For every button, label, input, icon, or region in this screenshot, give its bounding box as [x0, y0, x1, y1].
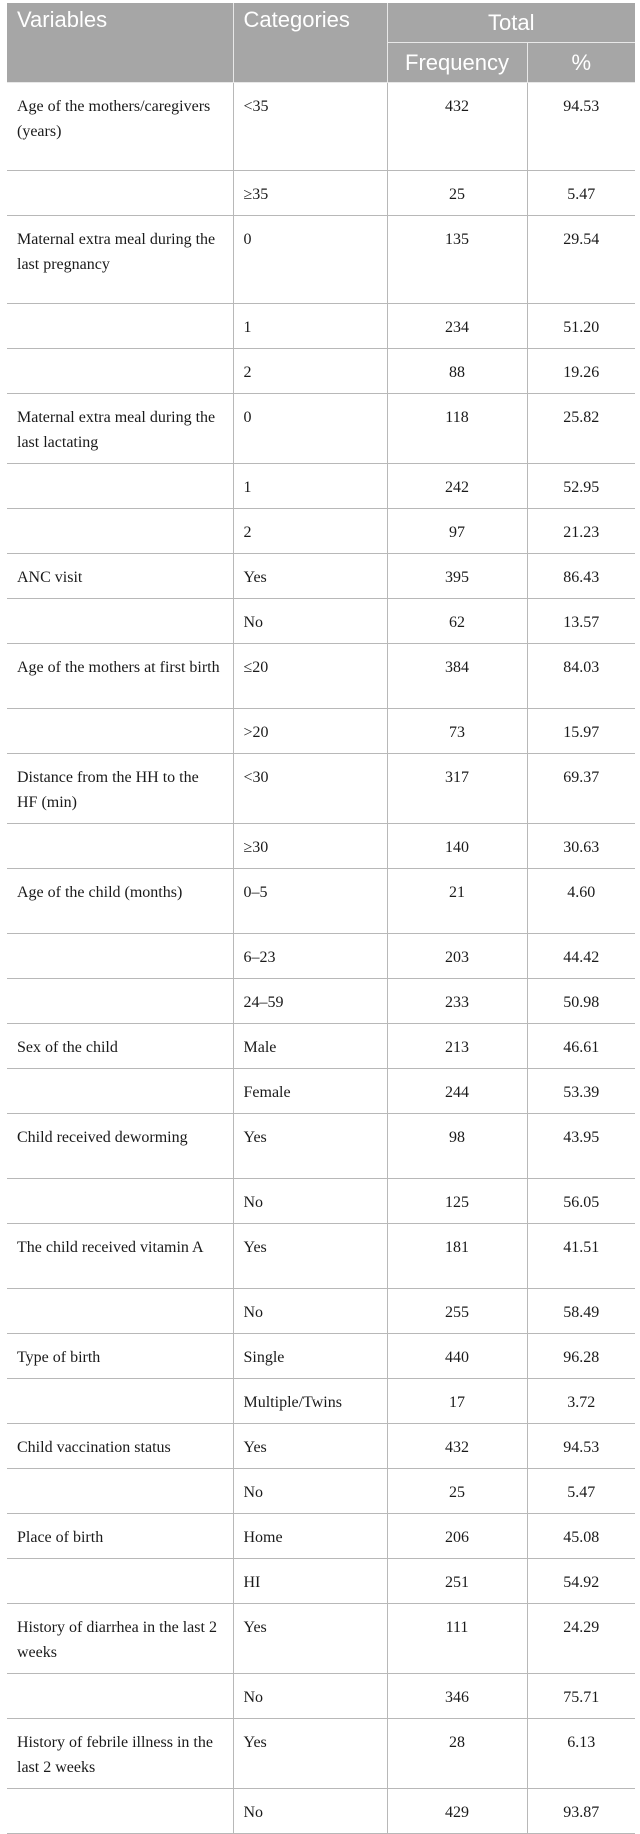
variable-cell [7, 709, 233, 754]
table-row [7, 349, 635, 394]
category-cell: >20 [233, 709, 387, 754]
frequency-cell: 97 [387, 509, 527, 554]
header-variables: Variables [7, 3, 233, 83]
frequency-cell: 135 [387, 216, 527, 304]
table-row [7, 1469, 635, 1514]
percent-cell: 5.47 [527, 171, 635, 216]
header-categories: Categories [233, 3, 387, 83]
frequency-cell: 244 [387, 1069, 527, 1114]
percent-cell: 5.47 [527, 1469, 635, 1514]
frequency-cell: 17 [387, 1379, 527, 1424]
category-cell: <30 [233, 754, 387, 824]
frequency-cell: 429 [387, 1789, 527, 1834]
category-cell: No [233, 1179, 387, 1224]
variable-cell [7, 1069, 233, 1114]
category-cell: 0–5 [233, 869, 387, 934]
frequency-cell: 118 [387, 394, 527, 464]
percent-cell: 24.29 [527, 1604, 635, 1674]
frequency-cell: 233 [387, 979, 527, 1024]
percent-cell: 58.49 [527, 1289, 635, 1334]
table-row [7, 1334, 635, 1379]
category-cell: 24–59 [233, 979, 387, 1024]
variable-cell [7, 1379, 233, 1424]
percent-cell: 96.28 [527, 1334, 635, 1379]
frequency-cell: 28 [387, 1719, 527, 1789]
frequency-cell: 25 [387, 171, 527, 216]
frequency-cell: 440 [387, 1334, 527, 1379]
table-row [7, 304, 635, 349]
percent-cell: 41.51 [527, 1224, 635, 1289]
percent-cell: 93.87 [527, 1789, 635, 1834]
category-cell: ≥30 [233, 824, 387, 869]
frequency-cell: 125 [387, 1179, 527, 1224]
frequency-cell: 384 [387, 644, 527, 709]
variable-cell: Child vaccination status [7, 1424, 233, 1469]
variable-cell: Age of the mothers/caregivers (years) [7, 83, 233, 171]
table-row [7, 1559, 635, 1604]
percent-cell: 19.26 [527, 349, 635, 394]
table-row [7, 464, 635, 509]
category-cell: No [233, 1674, 387, 1719]
frequency-cell: 242 [387, 464, 527, 509]
table-row [7, 1789, 635, 1834]
frequency-cell: 88 [387, 349, 527, 394]
category-cell: HI [233, 1559, 387, 1604]
table-row [7, 644, 635, 709]
table-row [7, 554, 635, 599]
table-header [7, 3, 635, 83]
percent-cell: 6.13 [527, 1719, 635, 1789]
percent-cell: 30.63 [527, 824, 635, 869]
percent-cell: 29.54 [527, 216, 635, 304]
category-cell: ≥35 [233, 171, 387, 216]
percent-cell: 45.08 [527, 1514, 635, 1559]
frequency-cell: 395 [387, 554, 527, 599]
percent-cell: 15.97 [527, 709, 635, 754]
table-row [7, 1424, 635, 1469]
variable-cell [7, 171, 233, 216]
category-cell: No [233, 599, 387, 644]
table-row [7, 599, 635, 644]
variable-cell [7, 824, 233, 869]
frequency-cell: 111 [387, 1604, 527, 1674]
category-cell: Yes [233, 1719, 387, 1789]
header-total: Total [387, 3, 635, 43]
table-row [7, 1179, 635, 1224]
frequency-cell: 62 [387, 599, 527, 644]
variable-cell [7, 349, 233, 394]
table-row [7, 869, 635, 934]
category-cell: 2 [233, 349, 387, 394]
percent-cell: 52.95 [527, 464, 635, 509]
percent-cell: 94.53 [527, 83, 635, 171]
percent-cell: 56.05 [527, 1179, 635, 1224]
frequency-cell: 206 [387, 1514, 527, 1559]
table-row [7, 754, 635, 824]
variable-cell [7, 304, 233, 349]
category-cell: Yes [233, 1604, 387, 1674]
category-cell: 1 [233, 304, 387, 349]
variable-cell [7, 979, 233, 1024]
category-cell: <35 [233, 83, 387, 171]
category-cell: 0 [233, 394, 387, 464]
frequency-cell: 432 [387, 1424, 527, 1469]
category-cell: No [233, 1789, 387, 1834]
frequency-cell: 25 [387, 1469, 527, 1514]
variable-cell [7, 1289, 233, 1334]
percent-cell: 21.23 [527, 509, 635, 554]
category-cell: ≤20 [233, 644, 387, 709]
table-body [7, 83, 635, 1834]
percent-cell: 46.61 [527, 1024, 635, 1069]
table-row [7, 979, 635, 1024]
frequency-cell: 346 [387, 1674, 527, 1719]
percent-cell: 54.92 [527, 1559, 635, 1604]
variable-cell [7, 1179, 233, 1224]
characteristics-table [7, 3, 635, 1834]
percent-cell: 25.82 [527, 394, 635, 464]
variable-cell [7, 1674, 233, 1719]
percent-cell: 69.37 [527, 754, 635, 824]
frequency-cell: 140 [387, 824, 527, 869]
table-row [7, 1024, 635, 1069]
category-cell: No [233, 1289, 387, 1334]
table-row [7, 1719, 635, 1789]
variable-cell: Distance from the HH to the HF (min) [7, 754, 233, 824]
variable-cell: Sex of the child [7, 1024, 233, 1069]
variable-cell [7, 1469, 233, 1514]
percent-cell: 51.20 [527, 304, 635, 349]
table-row [7, 1224, 635, 1289]
category-cell: Male [233, 1024, 387, 1069]
percent-cell: 3.72 [527, 1379, 635, 1424]
variable-cell: Maternal extra meal during the last lactating [7, 394, 233, 464]
table-row [7, 1379, 635, 1424]
variable-cell: Child received deworming [7, 1114, 233, 1179]
variable-cell: The child received vitamin A [7, 1224, 233, 1289]
percent-cell: 84.03 [527, 644, 635, 709]
percent-cell: 50.98 [527, 979, 635, 1024]
frequency-cell: 317 [387, 754, 527, 824]
variable-cell: Type of birth [7, 1334, 233, 1379]
table-row [7, 1069, 635, 1114]
table-row [7, 394, 635, 464]
table-row [7, 1604, 635, 1674]
table-row [7, 171, 635, 216]
table-row [7, 216, 635, 304]
category-cell: Female [233, 1069, 387, 1114]
variable-cell: Maternal extra meal during the last pregnancy [7, 216, 233, 304]
variable-cell [7, 509, 233, 554]
variable-cell [7, 934, 233, 979]
percent-cell: 75.71 [527, 1674, 635, 1719]
category-cell: Multiple/Twins [233, 1379, 387, 1424]
category-cell: Yes [233, 1114, 387, 1179]
category-cell: 6–23 [233, 934, 387, 979]
variable-cell: ANC visit [7, 554, 233, 599]
percent-cell: 86.43 [527, 554, 635, 599]
frequency-cell: 181 [387, 1224, 527, 1289]
frequency-cell: 255 [387, 1289, 527, 1334]
category-cell: Home [233, 1514, 387, 1559]
variable-cell: Age of the mothers at first birth [7, 644, 233, 709]
frequency-cell: 432 [387, 83, 527, 171]
table-row [7, 709, 635, 754]
variable-cell [7, 1559, 233, 1604]
variable-cell [7, 1789, 233, 1834]
table-row [7, 824, 635, 869]
category-cell: 1 [233, 464, 387, 509]
variable-cell [7, 464, 233, 509]
category-cell: Yes [233, 1424, 387, 1469]
table-row [7, 1114, 635, 1179]
table-row [7, 509, 635, 554]
frequency-cell: 21 [387, 869, 527, 934]
header-frequency: Frequency [387, 43, 527, 83]
category-cell: Yes [233, 1224, 387, 1289]
frequency-cell: 213 [387, 1024, 527, 1069]
category-cell: Single [233, 1334, 387, 1379]
header-percent: % [527, 43, 635, 83]
variable-cell [7, 599, 233, 644]
frequency-cell: 251 [387, 1559, 527, 1604]
percent-cell: 44.42 [527, 934, 635, 979]
variable-cell: Place of birth [7, 1514, 233, 1559]
percent-cell: 53.39 [527, 1069, 635, 1114]
frequency-cell: 98 [387, 1114, 527, 1179]
table-row [7, 1289, 635, 1334]
variable-cell: History of diarrhea in the last 2 weeks [7, 1604, 233, 1674]
category-cell: 0 [233, 216, 387, 304]
frequency-cell: 203 [387, 934, 527, 979]
table-row [7, 83, 635, 171]
table-row [7, 1674, 635, 1719]
percent-cell: 94.53 [527, 1424, 635, 1469]
frequency-cell: 73 [387, 709, 527, 754]
table-row [7, 934, 635, 979]
frequency-cell: 234 [387, 304, 527, 349]
table-row [7, 1514, 635, 1559]
category-cell: Yes [233, 554, 387, 599]
variable-cell: History of febrile illness in the last 2 weeks [7, 1719, 233, 1789]
percent-cell: 43.95 [527, 1114, 635, 1179]
percent-cell: 13.57 [527, 599, 635, 644]
percent-cell: 4.60 [527, 869, 635, 934]
category-cell: No [233, 1469, 387, 1514]
variable-cell: Age of the child (months) [7, 869, 233, 934]
category-cell: 2 [233, 509, 387, 554]
